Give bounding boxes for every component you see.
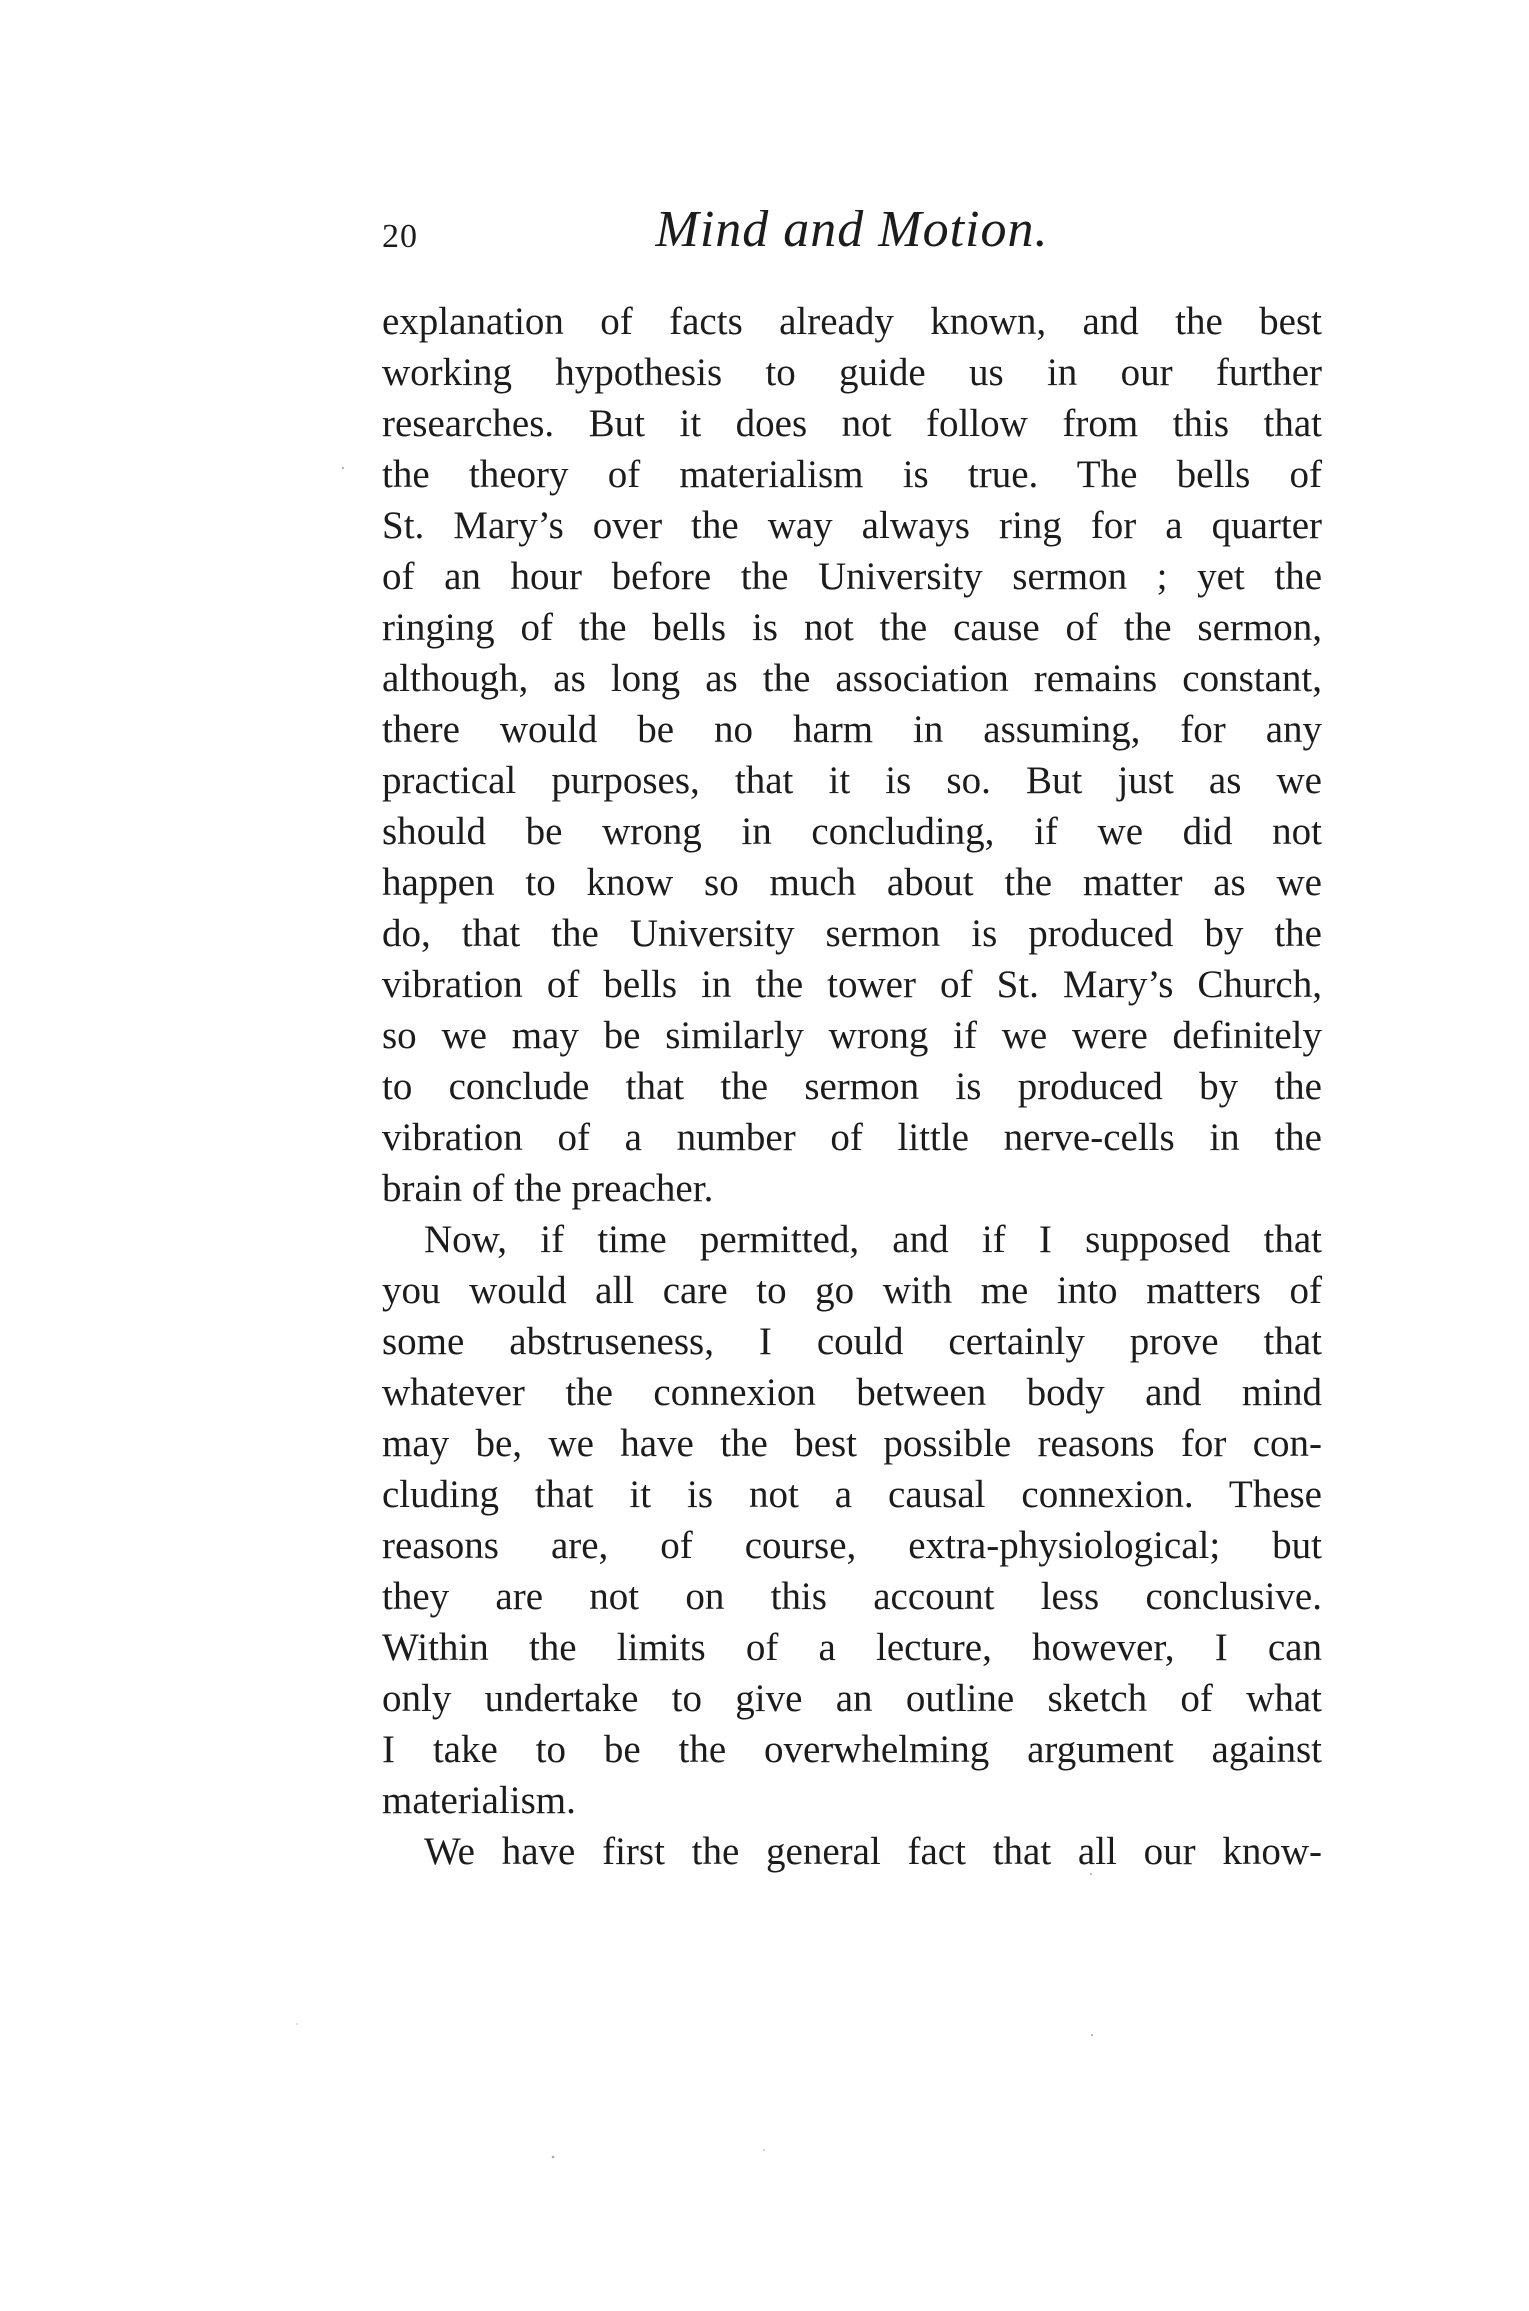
text-line: only undertake to give an outline sketch of what <box>382 1677 1322 1720</box>
text-line: although, as long as the association remains constant, <box>382 657 1322 700</box>
text-line: Now, if time permitted, and if I supposed that <box>424 1218 1322 1261</box>
text-line: researches. But it does not follow from this that <box>382 402 1322 445</box>
paragraph-1 <box>382 296 1322 1214</box>
text-line: cluding that it is not a causal connexion. These <box>382 1473 1322 1516</box>
text-line: there would be no harm in assuming, for any <box>382 708 1322 751</box>
text-line: whatever the connexion between body and mind <box>382 1371 1322 1414</box>
text-line: of an hour before the University sermon ; yet the <box>382 555 1322 598</box>
text-line: brain of the preacher. <box>382 1167 714 1210</box>
page-number: 20 <box>382 218 418 255</box>
text-line: explanation of facts already known, and the best <box>382 300 1322 343</box>
text-line: you would all care to go with me into matters of <box>382 1269 1322 1312</box>
page-header <box>382 200 1322 270</box>
paragraph-2 <box>382 1214 1322 1826</box>
text-line: some abstruseness, I could certainly prove that <box>382 1320 1322 1363</box>
text-line: working hypothesis to guide us in our further <box>382 351 1322 394</box>
text-line: ringing of the bells is not the cause of the sermon, <box>382 606 1322 649</box>
text-line: should be wrong in concluding, if we did not <box>382 810 1322 853</box>
paper-speck <box>552 2156 555 2159</box>
text-line: may be, we have the best possible reasons for con- <box>382 1422 1322 1465</box>
text-line: I take to be the overwhelming argument against <box>382 1728 1322 1771</box>
text-line: happen to know so much about the matter as we <box>382 861 1322 904</box>
text-line: to conclude that the sermon is produced by the <box>382 1065 1322 1108</box>
text-line: vibration of bells in the tower of St. Mary’s Church, <box>382 963 1322 1006</box>
paper-speck <box>763 2149 765 2151</box>
text-line: Within the limits of a lecture, however, I can <box>382 1626 1322 1669</box>
text-line: the theory of materialism is true. The bells of <box>382 453 1322 496</box>
paper-speck <box>342 467 344 469</box>
text-line: reasons are, of course, extra-physiological; but <box>382 1524 1322 1567</box>
paper-speck <box>296 2023 298 2025</box>
text-line: so we may be similarly wrong if we were definitely <box>382 1014 1322 1057</box>
paragraph-3 <box>382 1826 1322 1877</box>
paper-speck <box>1091 2034 1093 2036</box>
text-line: We have first the general fact that all our know- <box>424 1830 1322 1873</box>
body-text <box>382 296 1322 1877</box>
text-line: they are not on this account less conclusive. <box>382 1575 1322 1618</box>
text-line: practical purposes, that it is so. But just as we <box>382 759 1322 802</box>
text-line: vibration of a number of little nerve-cells in the <box>382 1116 1322 1159</box>
text-line: do, that the University sermon is produced by the <box>382 912 1322 955</box>
text-line: St. Mary’s over the way always ring for a quarter <box>382 504 1322 547</box>
running-title: Mind and Motion. <box>655 201 1049 258</box>
text-line: materialism. <box>382 1779 576 1822</box>
